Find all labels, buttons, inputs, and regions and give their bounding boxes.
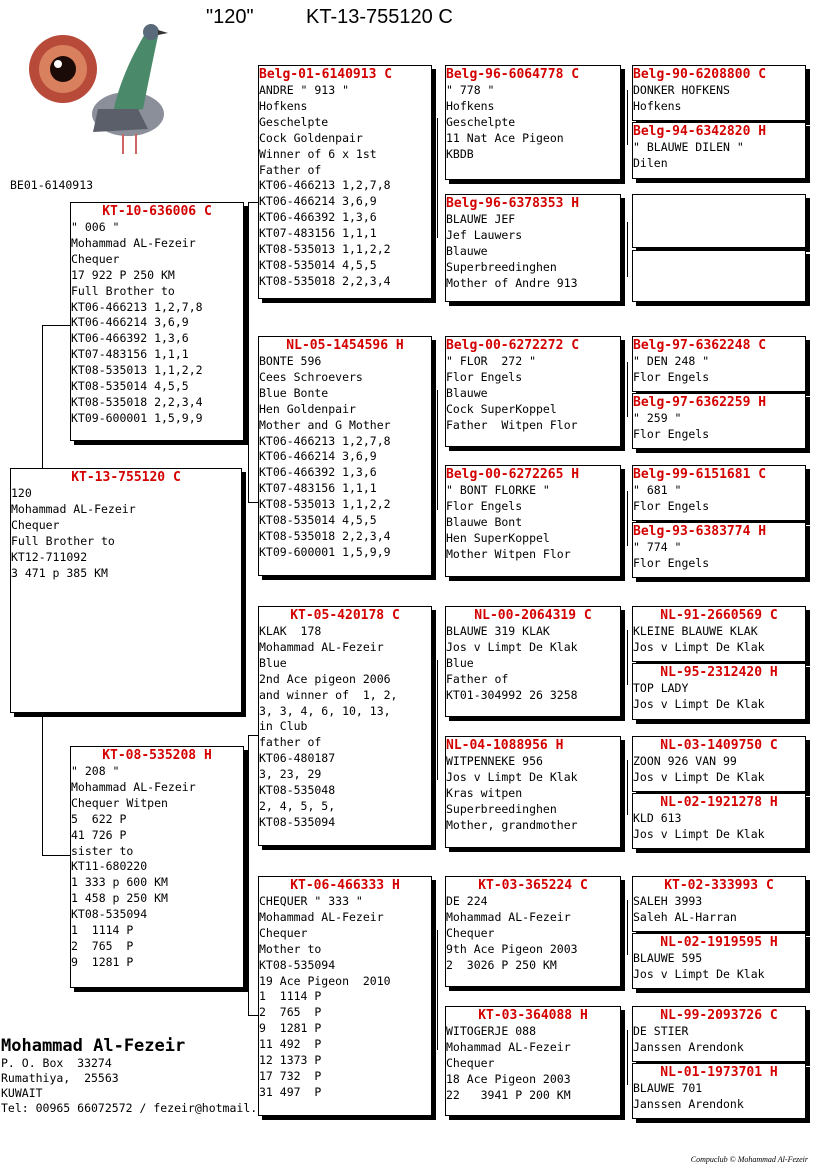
pedigree-line: " BLAUWE DILEN " [633, 140, 744, 154]
pedigree-line: 19 Ace Pigeon 2010 [259, 973, 391, 988]
pedigree-line: Father of [446, 671, 509, 686]
pedigree-box-ssd[interactable] [445, 194, 621, 302]
pedigree-line: Hofkens [633, 98, 682, 113]
ring-number: NL-02-1919595 H [660, 935, 778, 950]
ring-number: KT-10-636006 C [102, 204, 212, 219]
pedigree-line: KT06-480187 [259, 751, 336, 766]
pedigree-line: KT07-483156 1,1,1 [259, 226, 377, 241]
pedigree-line: " BONT FLORKE " [446, 483, 550, 497]
pedigree-line: DONKER HOFKENS [633, 83, 730, 97]
pedigree-line: Mother Witpen Flor [446, 546, 571, 561]
pedigree-line: Jef Lauwers [446, 227, 523, 242]
pedigree-line: 1 1114 P [71, 923, 134, 938]
pedigree-box-g15[interactable] [632, 1006, 806, 1062]
connector-line [248, 502, 258, 503]
connector-line [437, 390, 438, 510]
pedigree-line: KT06-466392 1,3,6 [71, 331, 189, 346]
ring-number: NL-05-1454596 H [286, 338, 404, 353]
pedigree-line: Hofkens [446, 98, 495, 113]
ring-number: KT-05-420178 C [290, 608, 400, 623]
pedigree-line: Mother and G Mother [259, 417, 391, 432]
owner-address-line: KUWAIT [1, 1086, 43, 1100]
pedigree-line: Full Brother to [11, 533, 115, 548]
pedigree-line: 41 726 P [71, 827, 127, 842]
pedigree-line: BLAUWE 319 KLAK [446, 624, 550, 638]
ring-number: NL-02-1921278 H [660, 795, 778, 810]
connector-line [437, 930, 438, 1050]
connector-line [42, 325, 70, 326]
owner-name: Mohammad Al-Fezeir [1, 1036, 186, 1056]
pedigree-line: Jos v Limpt De Klak [633, 966, 765, 981]
pedigree-box-sire-dam[interactable] [258, 336, 432, 576]
pedigree-line: Winner of 6 x 1st [259, 146, 377, 161]
pedigree-line: TOP LADY [633, 681, 689, 695]
pedigree-line: KLAK 178 [259, 624, 322, 638]
pedigree-line: KT08-535094 [71, 907, 148, 922]
pedigree-box-dsd[interactable] [445, 736, 621, 848]
pedigree-box-g4[interactable] [632, 250, 806, 302]
pedigree-box-dam[interactable] [70, 746, 244, 988]
pedigree-box-sds[interactable] [445, 336, 621, 447]
pedigree-box-g12[interactable] [632, 793, 806, 849]
pedigree-box-dss[interactable] [445, 606, 621, 717]
ring-number: KT-06-466333 H [290, 878, 400, 893]
ring-number: Belg-97-6362259 H [633, 395, 767, 410]
pedigree-line: Blauwe Bont [446, 514, 523, 529]
pedigree-line: KT09-600001 1,5,9,9 [71, 410, 203, 425]
owner-contact: Tel: 00965 66072572 / fezeir@hotmail. [1, 1101, 258, 1115]
pedigree-line: 2 765 P [259, 1005, 322, 1020]
pedigree-line: BLAUWE 595 [633, 951, 703, 965]
connector-line [437, 660, 438, 780]
pedigree-line: KT07-483156 1,1,1 [71, 347, 189, 362]
pedigree-line: Jos v Limpt De Klak [633, 639, 765, 654]
owner-address-line: P. O. Box 33274 [1, 1056, 112, 1070]
ring-number: Belg-97-6362248 C [633, 338, 767, 353]
pedigree-line: KT09-600001 1,5,9,9 [259, 544, 391, 559]
ring-number: Belg-00-6272265 H [446, 467, 580, 482]
pedigree-line: 3, 3, 4, 6, 10, 13, [259, 703, 391, 718]
pedigree-line: 1 333 p 600 KM [71, 875, 168, 890]
pedigree-line: Dilen [633, 155, 668, 170]
pedigree-line: Jos v Limpt De Klak [446, 769, 578, 784]
pedigree-line: 12 1373 P [259, 1053, 322, 1068]
pedigree-line: 1 1114 P [259, 989, 322, 1004]
pedigree-line: KT08-535048 [259, 783, 336, 798]
pedigree-line: KLD 613 [633, 811, 682, 825]
ring-number: Belg-99-6151681 C [633, 467, 767, 482]
pedigree-line: Father of [259, 162, 322, 177]
pedigree-line: " DEN 248 " [633, 354, 710, 368]
pedigree-line: Cock Goldenpair [259, 130, 363, 145]
pedigree-box-g2[interactable] [632, 122, 806, 179]
pedigree-box-dam-dam[interactable] [258, 876, 432, 1116]
pedigree-line: Mohammad AL-Fezeir [71, 779, 196, 794]
ring-number: Belg-90-6208800 C [633, 67, 767, 82]
pedigree-line: Chequer [259, 925, 308, 940]
pedigree-line: KT08-535013 1,1,2,2 [259, 242, 391, 257]
pedigree-line: Flor Engels [633, 369, 710, 384]
pedigree-line: Mother to [259, 941, 322, 956]
ring-number: KT-03-365224 C [478, 878, 588, 893]
pedigree-box-g11[interactable] [632, 736, 806, 792]
pedigree-line: KT12-711092 [11, 549, 88, 564]
pedigree-line: Superbreedinghen [446, 801, 557, 816]
ring-number: Belg-94-6342820 H [633, 124, 767, 139]
pedigree-line: 3, 23, 29 [259, 767, 322, 782]
pedigree-box-g14[interactable] [632, 933, 806, 989]
pedigree-line: Blauwe [446, 243, 488, 258]
pedigree-line: KT06-466392 1,3,6 [259, 210, 377, 225]
pedigree-line: Blue [446, 655, 474, 670]
pedigree-line: 17 922 P 250 KM [71, 267, 175, 282]
pedigree-line: Jos v Limpt De Klak [633, 826, 765, 841]
pedigree-line: Mohammad AL-Fezeir [259, 909, 384, 924]
ring-number: Belg-96-6378353 H [446, 196, 580, 211]
pedigree-line: 2 3026 P 250 KM [446, 957, 557, 972]
pedigree-box-g1[interactable] [632, 65, 806, 121]
pedigree-line: KT01-304992 26 3258 [446, 687, 578, 702]
pedigree-line: KT08-535018 2,2,3,4 [259, 528, 391, 543]
pedigree-line: Jos v Limpt De Klak [633, 769, 765, 784]
pedigree-line: Mohammad AL-Fezeir [259, 639, 384, 654]
pedigree-line: 5 622 P [71, 811, 127, 826]
pedigree-line: sister to [71, 843, 134, 858]
ring-number: NL-00-2064319 C [474, 608, 592, 623]
pedigree-line: DE 224 [446, 894, 488, 908]
pedigree-line: KT08-535018 2,2,3,4 [259, 273, 391, 288]
connector-line [248, 735, 249, 1015]
pedigree-line: CHEQUER " 333 " [259, 894, 363, 908]
pedigree-line: Flor Engels [446, 369, 523, 384]
pedigree-line: KT07-483156 1,1,1 [259, 481, 377, 496]
pedigree-line: KT06-466213 1,2,7,8 [71, 299, 203, 314]
pedigree-line: " 778 " [446, 83, 495, 97]
pedigree-line: 18 Ace Pigeon 2003 [446, 1071, 571, 1086]
pedigree-line: " FLOR 272 " [446, 354, 537, 368]
ring-number: KT-02-333993 C [664, 878, 774, 893]
pedigree-box-g13[interactable] [632, 876, 806, 932]
pedigree-line: KT08-535094 [259, 957, 336, 972]
pedigree-line: KT08-535014 4,5,5 [259, 257, 377, 272]
pedigree-line: Saleh AL-Harran [633, 909, 737, 924]
pedigree-line: KT06-466214 3,6,9 [71, 315, 189, 330]
connector-line [42, 325, 43, 468]
pedigree-line: Flor Engels [633, 498, 710, 513]
ring-number: NL-03-1409750 C [660, 738, 778, 753]
pedigree-line: Full Brother to [71, 283, 175, 298]
pedigree-line: KT06-466213 1,2,7,8 [259, 178, 391, 193]
pigeon-name: "120" [206, 6, 254, 28]
footer-credit: Compuclub © Mohammad Al-Fezeir [690, 1155, 808, 1164]
pedigree-line: 9 1281 P [71, 954, 134, 969]
pedigree-box-sdd[interactable] [445, 465, 621, 577]
pedigree-line: Mohammad AL-Fezeir [71, 235, 196, 250]
pedigree-line: KT08-535014 4,5,5 [71, 379, 189, 394]
pedigree-line: 9th Ace Pigeon 2003 [446, 941, 578, 956]
connector-line [248, 1015, 258, 1016]
pedigree-line: Cock SuperKoppel [446, 401, 557, 416]
owner-block [1, 1036, 257, 1116]
pedigree-line: 17 732 P [259, 1068, 322, 1083]
pedigree-line: KT08-535013 1,1,2,2 [259, 497, 391, 512]
pedigree-box-sire-sire[interactable] [258, 65, 432, 299]
ring-number: NL-99-2093726 C [660, 1008, 778, 1023]
bird-ring-label: BE01-6140913 [10, 178, 94, 192]
pedigree-line: Cees Schroevers [259, 369, 363, 384]
pedigree-line: Flor Engels [633, 555, 710, 570]
ring-number: NL-04-1088956 H [446, 738, 564, 753]
pedigree-line: " 208 " [71, 764, 120, 778]
ring-number: NL-91-2660569 C [660, 608, 778, 623]
pedigree-line: Blue [259, 655, 287, 670]
pedigree-line: 11 Nat Ace Pigeon [446, 130, 564, 145]
pedigree-line: Chequer [71, 251, 120, 266]
pedigree-line: BLAUWE 701 [633, 1081, 703, 1095]
pedigree-line: Mohammad AL-Fezeir [11, 501, 136, 516]
pedigree-line: Janssen Arendonk [633, 1039, 744, 1054]
connector-line [42, 715, 43, 855]
pedigree-line: 11 492 P [259, 1037, 322, 1052]
pedigree-box-g6[interactable] [632, 393, 806, 449]
pedigree-line: ANDRE " 913 " [259, 83, 350, 97]
pedigree-box-ddd[interactable] [445, 1006, 621, 1116]
pedigree-line: Geschelpte [446, 114, 516, 129]
pedigree-line: Father Witpen Flor [446, 417, 578, 432]
pedigree-box-sss[interactable] [445, 65, 621, 180]
pedigree-line: 2, 4, 5, 5, [259, 798, 336, 813]
pedigree-line: " 259 " [633, 411, 682, 425]
connector-line [627, 222, 628, 277]
pedigree-line: BLAUWE JEF [446, 212, 516, 226]
pedigree-line: KT06-466392 1,3,6 [259, 465, 377, 480]
pedigree-line: KT11-680220 [71, 859, 148, 874]
connector-line [627, 630, 628, 685]
ring-number: NL-95-2312420 H [660, 665, 778, 680]
pedigree-box-dam-sire[interactable] [258, 606, 432, 846]
pedigree-line: 2nd Ace pigeon 2006 [259, 671, 391, 686]
pedigree-line: Chequer [11, 517, 60, 532]
pedigree-line: 22 3941 P 200 KM [446, 1087, 571, 1102]
connector-line [627, 1030, 628, 1085]
pedigree-box-g16[interactable] [632, 1063, 806, 1119]
pedigree-line: Flor Engels [633, 426, 710, 441]
pedigree-line: KT08-535013 1,1,2,2 [71, 363, 203, 378]
ring-number: Belg-01-6140913 C [259, 67, 393, 82]
connector-line [248, 735, 258, 736]
pedigree-line: Chequer [446, 1055, 495, 1070]
ring-number: KT-03-364088 H [478, 1008, 588, 1023]
pedigree-line: WITOGERJE 088 [446, 1024, 537, 1038]
pedigree-line: KT08-535018 2,2,3,4 [71, 394, 203, 409]
pedigree-line: KT06-466214 3,6,9 [259, 194, 377, 209]
pedigree-line: and winner of 1, 2, [259, 687, 398, 702]
pedigree-line: Chequer Witpen [71, 795, 168, 810]
connector-line [627, 491, 628, 546]
pedigree-line: Mother of Andre 913 [446, 275, 578, 290]
pigeon-ring-header: KT-13-755120 C [306, 6, 453, 28]
connector-line [248, 202, 249, 502]
pedigree-line: 120 [11, 486, 32, 500]
pedigree-line: BONTE 596 [259, 354, 322, 368]
pedigree-box-g7[interactable] [632, 465, 806, 521]
pedigree-box-g8[interactable] [632, 522, 806, 578]
pedigree-line: Kras witpen [446, 785, 523, 800]
connector-line [42, 855, 70, 856]
pedigree-line: 3 471 p 385 KM [11, 565, 108, 580]
connector-line [437, 118, 438, 238]
pedigree-line: Chequer [446, 925, 495, 940]
ring-number: KT-13-755120 C [71, 470, 181, 485]
pedigree-line: Mohammad AL-Fezeir [446, 909, 571, 924]
pedigree-line: Mohammad AL-Fezeir [446, 1039, 571, 1054]
ring-number: Belg-96-6064778 C [446, 67, 580, 82]
connector-line [627, 760, 628, 815]
pedigree-box-g3[interactable] [632, 194, 806, 248]
ring-number: NL-01-1973701 H [660, 1065, 778, 1080]
pedigree-box-g5[interactable] [632, 336, 806, 392]
pedigree-line: KT08-535094 [259, 814, 336, 829]
pedigree-line: KT08-535014 4,5,5 [259, 513, 377, 528]
ring-number: Belg-93-6383774 H [633, 524, 767, 539]
pedigree-line: 1 458 p 250 KM [71, 891, 168, 906]
pedigree-line: KT06-466214 3,6,9 [259, 449, 377, 464]
pedigree-line: Jos v Limpt De Klak [446, 639, 578, 654]
pedigree-line: DE STIER [633, 1024, 689, 1038]
pedigree-line: KLEINE BLAUWE KLAK [633, 624, 758, 638]
pedigree-box-sire[interactable] [70, 202, 244, 441]
pedigree-line: SALEH 3993 [633, 894, 703, 908]
pedigree-line: Blauwe [446, 385, 488, 400]
owner-address-line: Rumathiya, 25563 [1, 1071, 119, 1085]
ring-number: Belg-00-6272272 C [446, 338, 580, 353]
pedigree-line: 2 765 P [71, 938, 134, 953]
pedigree-line: Hen SuperKoppel [446, 530, 550, 545]
connector-line [627, 362, 628, 417]
pedigree-line: father of [259, 735, 322, 750]
pedigree-line: Mother, grandmother [446, 817, 578, 832]
pedigree-line: Hofkens [259, 98, 308, 113]
pedigree-line: Hen Goldenpair [259, 401, 356, 416]
pedigree-box-g10[interactable] [632, 663, 806, 720]
pedigree-line: Jos v Limpt De Klak [633, 696, 765, 711]
pigeon-eye-logo [18, 14, 168, 164]
pedigree-line: Superbreedinghen [446, 259, 557, 274]
pedigree-line: KT06-466213 1,2,7,8 [259, 433, 391, 448]
pedigree-line: in Club [259, 719, 308, 734]
connector-line [627, 90, 628, 145]
connector-line [248, 202, 258, 203]
pedigree-line: " 006 " [71, 220, 120, 234]
pedigree-box-dds[interactable] [445, 876, 621, 987]
pedigree-box-subject[interactable] [10, 468, 242, 713]
pedigree-line: Geschelpte [259, 114, 329, 129]
pedigree-line: Janssen Arendonk [633, 1096, 744, 1111]
pedigree-line: ZOON 926 VAN 99 [633, 754, 737, 768]
pedigree-line: " 774 " [633, 540, 682, 554]
pedigree-line: KBDB [446, 146, 474, 161]
pedigree-line: WITPENNEKE 956 [446, 754, 543, 768]
pedigree-line: " 681 " [633, 483, 682, 497]
ring-number: KT-08-535208 H [102, 748, 212, 763]
pedigree-line: Blue Bonte [259, 385, 329, 400]
pedigree-line: Flor Engels [446, 498, 523, 513]
pedigree-box-g9[interactable] [632, 606, 806, 662]
connector-line [627, 900, 628, 955]
pedigree-line: 9 1281 P [259, 1021, 322, 1036]
pedigree-line: 31 497 P [259, 1084, 322, 1099]
